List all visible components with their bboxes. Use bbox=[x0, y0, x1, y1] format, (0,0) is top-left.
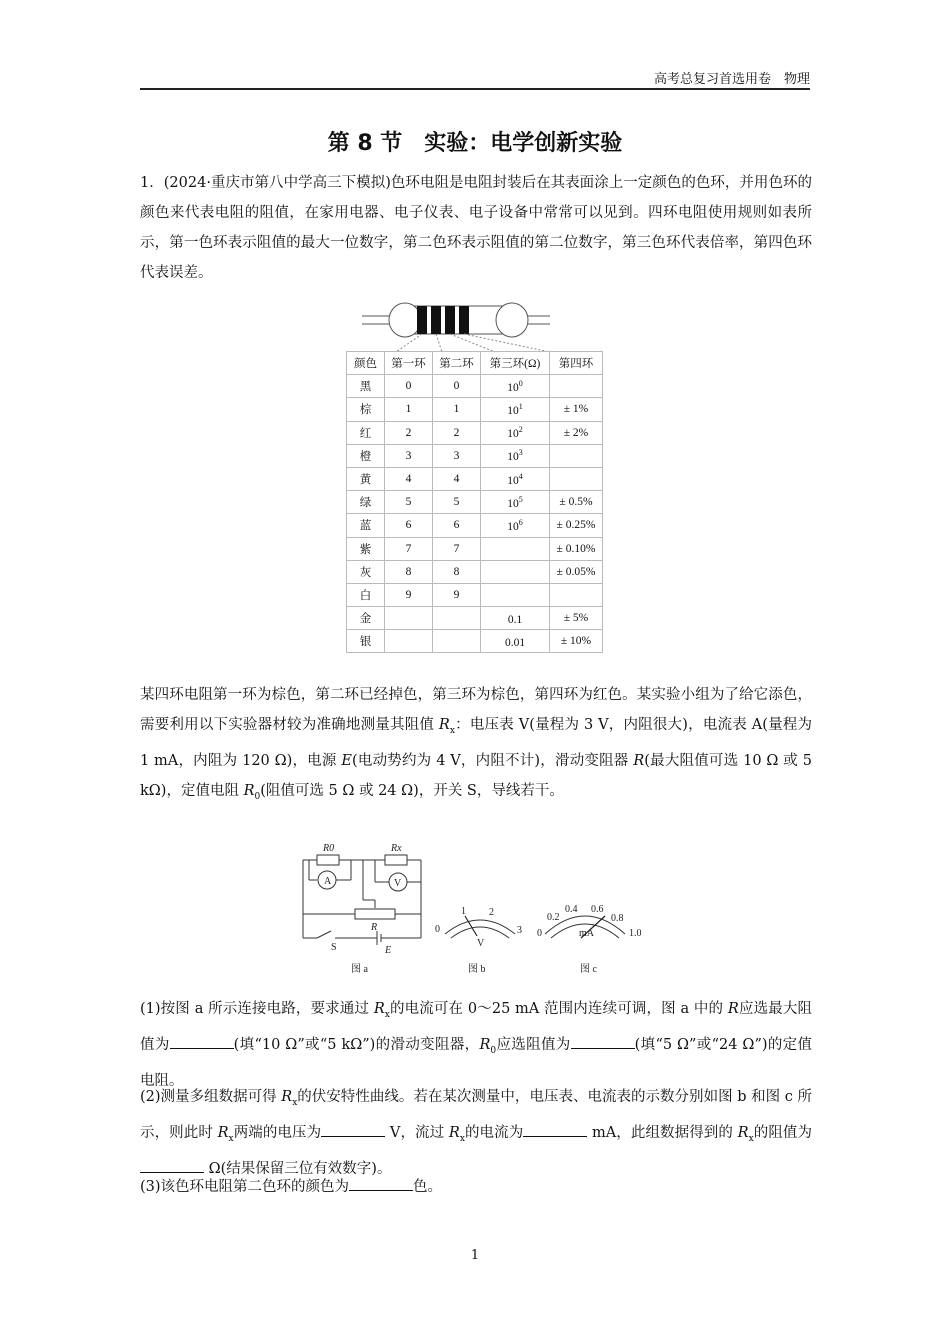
table-cell-r1: 3 bbox=[385, 444, 433, 467]
multiplier-exponent: 5 bbox=[518, 494, 523, 504]
label-rheostat: R bbox=[371, 922, 378, 933]
table-cell-color: 灰 bbox=[347, 560, 385, 583]
multiplier-exponent: 6 bbox=[518, 517, 523, 527]
multiplier-base: 0.01 bbox=[504, 636, 526, 649]
table-cell-r3 bbox=[481, 583, 550, 606]
table-cell-r4: ± 5% bbox=[550, 607, 603, 630]
v-tick-3: 3 bbox=[517, 925, 522, 936]
table-cell-color: 黄 bbox=[347, 467, 385, 490]
table-cell-color: 白 bbox=[347, 583, 385, 606]
table-cell-r4: ± 0.10% bbox=[550, 537, 603, 560]
multiplier-exponent: 4 bbox=[518, 471, 523, 481]
answer-blank-3[interactable] bbox=[321, 1122, 385, 1137]
table-cell-r2: 0 bbox=[433, 375, 481, 398]
multiplier-base: 10 bbox=[507, 474, 519, 487]
page-number: 1 bbox=[470, 1248, 480, 1263]
v-tick-1: 1 bbox=[461, 906, 466, 917]
v-unit: V bbox=[477, 938, 485, 949]
color-band-3 bbox=[445, 306, 455, 334]
ma-tick-2: 0.4 bbox=[565, 904, 578, 915]
table-cell-r3 bbox=[481, 444, 550, 467]
table-cell-r4: ± 10% bbox=[550, 630, 603, 653]
question-1-part-2: (2)测量多组数据可得 $R_x$的伏安特性曲线。若在某次测量中，电压表、电流表的示数分别如图 b 和图 c 所示，则此时 $R_x$两端的电压为 V，流过 $R_x$的电流为 mA，此组数据得到的 $R_x$的阻值为 Ω(结果保留三位有效数字)。 bbox=[140, 1089, 813, 1177]
table-cell-r4 bbox=[550, 444, 603, 467]
multiplier-base: 10 bbox=[507, 451, 519, 464]
table-row bbox=[347, 583, 603, 606]
table-cell-color: 银 bbox=[347, 630, 385, 653]
section-title: 第 8 节 实验：电学创新实验 bbox=[327, 131, 623, 156]
multiplier-exponent: 0 bbox=[518, 378, 523, 388]
table-cell-r2: 8 bbox=[433, 560, 481, 583]
circuit-diagram-a bbox=[303, 855, 421, 945]
ma-tick-4: 0.8 bbox=[611, 913, 624, 924]
caption-a: 图 a bbox=[351, 964, 368, 975]
table-row bbox=[347, 467, 603, 490]
table-row bbox=[347, 491, 603, 514]
table-cell-color: 金 bbox=[347, 607, 385, 630]
multiplier-exponent: 1 bbox=[518, 402, 523, 412]
table-cell-r1: 4 bbox=[385, 467, 433, 490]
table-cell-r1: 7 bbox=[385, 537, 433, 560]
color-band-1 bbox=[417, 306, 427, 334]
table-cell-r2: 9 bbox=[433, 583, 481, 606]
table-cell-r3 bbox=[481, 467, 550, 490]
table-cell-r3 bbox=[481, 560, 550, 583]
table-cell-r1: 1 bbox=[385, 398, 433, 421]
table-cell-r4: ± 0.25% bbox=[550, 514, 603, 537]
color-band-4 bbox=[459, 306, 469, 334]
ma-tick-3: 0.6 bbox=[591, 904, 604, 915]
answer-blank-6[interactable] bbox=[349, 1176, 413, 1191]
table-cell-r1 bbox=[385, 607, 433, 630]
multiplier-base: 10 bbox=[507, 381, 519, 394]
table-cell-r3 bbox=[481, 607, 550, 630]
table-row bbox=[347, 375, 603, 398]
table-cell-r3 bbox=[481, 514, 550, 537]
table-cell-r3 bbox=[481, 398, 550, 421]
table-row bbox=[347, 398, 603, 421]
table-header-cell: 第一环 bbox=[385, 352, 433, 375]
multiplier-base: 10 bbox=[507, 428, 519, 441]
table-cell-r4 bbox=[550, 375, 603, 398]
ma-tick-0: 0 bbox=[537, 928, 542, 939]
caption-c: 图 c bbox=[580, 964, 597, 975]
label-source: E bbox=[385, 945, 392, 956]
table-cell-r3 bbox=[481, 491, 550, 514]
answer-blank-4[interactable] bbox=[523, 1122, 587, 1137]
circuit-and-meters-figure bbox=[295, 838, 665, 978]
multiplier-base: 0.1 bbox=[507, 613, 523, 626]
table-cell-r2: 4 bbox=[433, 467, 481, 490]
table-cell-color: 黑 bbox=[347, 375, 385, 398]
table-cell-r1: 2 bbox=[385, 421, 433, 444]
table-cell-r4: ± 0.5% bbox=[550, 491, 603, 514]
question-1-description: 某四环电阻第一环为棕色，第二环已经掉色，第三环为棕色，第四环为红色。某实验小组为了给它添色，需要利用以下实验器材较为准确地测量其阻值 $R_x$：电压表 V(量程为 3 V，内阻很大)，电流表 A(量程为 1 mA，内阻为 120 Ω)，电源 E(电动势约为 4 V，内阻不计)，滑动变阻器 R(最大阻值可选 10 Ω 或 5 kΩ)，定值电阻 $R_0$(阻值可选 5 Ω 或 24 Ω)，开关 S，导线若干。 bbox=[140, 687, 813, 802]
caption-b: 图 b bbox=[468, 964, 486, 975]
table-cell-r3 bbox=[481, 421, 550, 444]
table-cell-r4 bbox=[550, 467, 603, 490]
table-cell-r4: ± 1% bbox=[550, 398, 603, 421]
table-row bbox=[347, 537, 603, 560]
multiplier-base: 10 bbox=[507, 497, 519, 510]
label-voltmeter: V bbox=[394, 878, 402, 889]
resistor-diagram bbox=[360, 296, 560, 354]
table-row bbox=[347, 444, 603, 467]
table-row bbox=[347, 421, 603, 444]
table-header-cell: 第四环 bbox=[550, 352, 603, 375]
label-switch: S bbox=[331, 942, 337, 953]
table-row bbox=[347, 560, 603, 583]
table-cell-r2: 2 bbox=[433, 421, 481, 444]
table-row bbox=[347, 607, 603, 630]
table-cell-r4 bbox=[550, 583, 603, 606]
question-1-part-3: (3)该色环电阻第二色环的颜色为 色。 bbox=[140, 1172, 812, 1202]
table-cell-r4: ± 2% bbox=[550, 421, 603, 444]
answer-blank-5[interactable] bbox=[140, 1158, 204, 1173]
v-tick-2: 2 bbox=[489, 907, 494, 918]
table-cell-r2: 7 bbox=[433, 537, 481, 560]
table-cell-color: 棕 bbox=[347, 398, 385, 421]
table-cell-r1: 8 bbox=[385, 560, 433, 583]
table-cell-r3 bbox=[481, 630, 550, 653]
multiplier-exponent: 2 bbox=[518, 425, 523, 435]
table-cell-r3 bbox=[481, 375, 550, 398]
milliammeter-dial-c bbox=[537, 904, 642, 975]
color-band-2 bbox=[431, 306, 441, 334]
table-cell-color: 绿 bbox=[347, 491, 385, 514]
ma-tick-1: 0.2 bbox=[547, 912, 560, 923]
table-header-cell: 第二环 bbox=[433, 352, 481, 375]
table-cell-r1 bbox=[385, 630, 433, 653]
answer-blank-1[interactable] bbox=[170, 1034, 234, 1049]
v-tick-0: 0 bbox=[435, 924, 440, 935]
table-cell-r2: 5 bbox=[433, 491, 481, 514]
multiplier-exponent: 3 bbox=[518, 448, 523, 458]
color-code-table bbox=[346, 351, 603, 653]
multiplier-base: 10 bbox=[507, 404, 519, 417]
table-cell-r3 bbox=[481, 537, 550, 560]
table-cell-r2: 1 bbox=[433, 398, 481, 421]
question-1-intro: 1．(2024·重庆市第八中学高三下模拟)色环电阻是电阻封装后在其表面涂上一定颜色的色环，并用色环的颜色来代表电阻的阻值，在家用电器、电子仪表、电子设备中常常可以见到。四环电阻使用规则如表所示，第一色环表示阻值的最大一位数字，第二色环表示阻值的第二位数字，第三色环代表倍率，第四色环代表误差。 bbox=[140, 175, 812, 281]
page-header bbox=[140, 66, 810, 90]
ma-tick-5: 1.0 bbox=[629, 928, 642, 939]
answer-blank-2[interactable] bbox=[571, 1034, 635, 1049]
table-cell-r2 bbox=[433, 607, 481, 630]
label-r0: R0 bbox=[323, 843, 335, 854]
ma-unit: mA bbox=[579, 928, 594, 939]
table-header-cell: 第三环(Ω) bbox=[481, 352, 550, 375]
voltmeter-dial-b bbox=[435, 906, 522, 975]
table-cell-r2 bbox=[433, 630, 481, 653]
table-row bbox=[347, 514, 603, 537]
question-1-part-1: (1)按图 a 所示连接电路，要求通过 $R_x$的电流可在 0～25 mA 范围内连续可调，图 a 中的 R应选最大阻值为 (填“10 Ω”或“5 kΩ”)的滑动变阻器，$R_0$应选阻值为 (填“5 Ω”或“24 Ω”)的定值电阻。 bbox=[140, 1001, 812, 1089]
table-cell-r2: 6 bbox=[433, 514, 481, 537]
table-cell-color: 蓝 bbox=[347, 514, 385, 537]
table-cell-r1: 5 bbox=[385, 491, 433, 514]
label-ammeter: A bbox=[324, 876, 332, 887]
voltmeter-needle bbox=[465, 916, 477, 936]
table-cell-color: 橙 bbox=[347, 444, 385, 467]
table-header-row bbox=[347, 352, 603, 375]
table-cell-r4: ± 0.05% bbox=[550, 560, 603, 583]
table-header-cell: 颜色 bbox=[347, 352, 385, 375]
table-row bbox=[347, 630, 603, 653]
label-rx: Rx bbox=[391, 843, 402, 854]
multiplier-base: 10 bbox=[507, 520, 519, 533]
table-cell-r1: 9 bbox=[385, 583, 433, 606]
header-text: 高考总复习首选用卷 物理 bbox=[653, 72, 810, 87]
table-cell-color: 紫 bbox=[347, 537, 385, 560]
table-cell-r1: 0 bbox=[385, 375, 433, 398]
table-cell-r2: 3 bbox=[433, 444, 481, 467]
table-cell-r1: 6 bbox=[385, 514, 433, 537]
table-cell-color: 红 bbox=[347, 421, 385, 444]
